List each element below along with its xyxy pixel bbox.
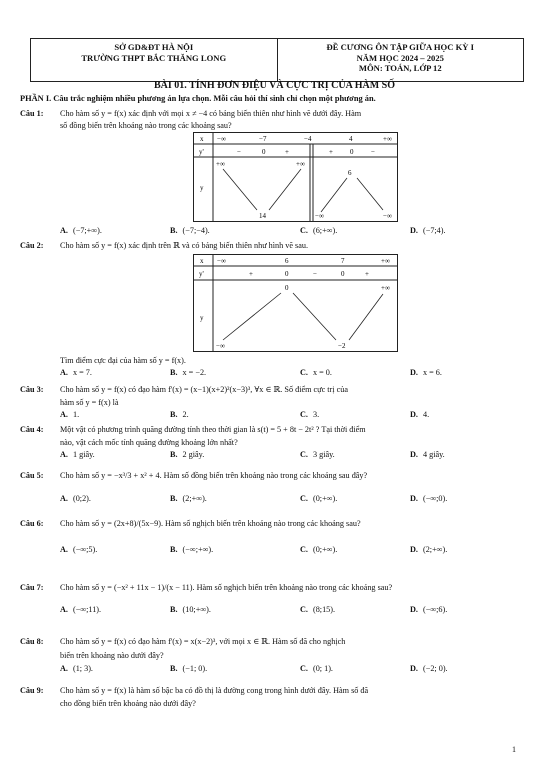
- option-d[interactable]: D. 4 giây.: [410, 450, 445, 459]
- table-zero: 0: [341, 270, 345, 278]
- table-sign: −: [237, 148, 241, 156]
- table-yprime-label: y': [199, 148, 204, 156]
- option-d[interactable]: D. (−7;4).: [410, 226, 446, 235]
- question-text: Một vật có phương trình quãng đường tính theo thời gian là s(t) = 5 + 8t − 2t² ? Tại thời điểm: [60, 425, 366, 434]
- question-label: Câu 9:: [20, 686, 44, 695]
- table-y-value: +∞: [296, 160, 305, 168]
- table-zero: 0: [285, 270, 289, 278]
- table-yprime-label: y': [199, 270, 204, 278]
- part-heading: PHẦN I. Câu trắc nghiệm nhiều phương án lựa chọn. Mỗi câu hỏi thí sinh chỉ chọn một phương án.: [20, 94, 376, 103]
- lesson-title: BÀI 01. TÍNH ĐƠN ĐIỆU VÀ CỰC TRỊ CỦA HÀM SỐ: [153, 80, 396, 91]
- table-sign: +: [329, 148, 333, 156]
- question-1-options: [60, 226, 530, 237]
- table-x-value: −∞: [217, 257, 226, 265]
- question-text: Cho hàm số y = f(x) có đạo hàm f'(x) = x(x−2)³, với mọi x ∈ ℝ. Hàm số đã cho nghịch: [60, 637, 346, 646]
- question-text: Cho hàm số y = (−x² + 11x − 1)/(x − 11). Hàm số nghịch biến trên khoảng nào trong các khoảng sau?: [60, 583, 393, 592]
- option-c[interactable]: C. 3.: [300, 410, 320, 419]
- question-label: Câu 4:: [20, 425, 44, 434]
- option-c[interactable]: C. 3 giây.: [300, 450, 335, 459]
- question-4-options: [60, 450, 530, 461]
- variation-table-2: [193, 254, 398, 352]
- option-b[interactable]: B. (2;+∞).: [170, 494, 207, 503]
- table-y-value: −∞: [216, 342, 225, 350]
- question-text: Cho hàm số y = (2x+8)/(5x−9). Hàm số nghịch biến trên khoảng nào trong các khoảng sau?: [60, 519, 361, 528]
- table-x-value: +∞: [383, 135, 392, 143]
- table-sign: −: [371, 148, 375, 156]
- question-8-options: [60, 664, 530, 675]
- question-text: Cho hàm số y = f(x) xác định trên ℝ và có bảng biến thiên như hình vẽ sau.: [60, 241, 309, 250]
- option-a[interactable]: A. (0;2).: [60, 494, 91, 503]
- option-c[interactable]: C. (0;+∞).: [300, 545, 338, 554]
- table-sign: +: [285, 148, 289, 156]
- option-b[interactable]: B. (−7;−4).: [170, 226, 210, 235]
- school-year: NĂM HỌC 2024 – 2025: [356, 52, 444, 63]
- table-x-label: x: [200, 135, 204, 143]
- table-x-value: +∞: [381, 257, 390, 265]
- option-d[interactable]: D. (−∞;6).: [410, 605, 448, 614]
- question-label: Câu 3:: [20, 385, 44, 394]
- page-number: 1: [512, 745, 516, 754]
- question-7-options: [60, 605, 530, 616]
- document-header: [30, 38, 524, 82]
- option-d[interactable]: D. 4.: [410, 410, 430, 419]
- option-a[interactable]: A. (−7;+∞).: [60, 226, 102, 235]
- option-c[interactable]: C. x = 0.: [300, 368, 332, 377]
- question-7: [20, 582, 530, 593]
- question-text: Cho hàm số y = f(x) có đạo hàm f'(x) = (x−1)(x+2)²(x−3)³, ∀x ∈ ℝ. Số điểm cực trị của: [60, 385, 348, 394]
- table-y-value: +∞: [381, 284, 390, 292]
- table-sign: −: [313, 270, 317, 278]
- option-a[interactable]: A. 1 giây.: [60, 450, 95, 459]
- table-sign: +: [249, 270, 253, 278]
- option-b[interactable]: B. (10;+∞).: [170, 605, 211, 614]
- table-y-value: −∞: [315, 212, 324, 220]
- option-c[interactable]: C. (6;+∞).: [300, 226, 338, 235]
- question-2-options: [60, 368, 530, 379]
- option-a[interactable]: A. 1.: [60, 410, 80, 419]
- table-sign: +: [365, 270, 369, 278]
- question-text: Cho hàm số y = f(x) là hàm số bậc ba có đồ thị là đường cong trong hình dưới đây. Hàm số đã: [60, 686, 369, 695]
- table-y-value: −∞: [383, 212, 392, 220]
- option-c[interactable]: C. (0;+∞).: [300, 494, 338, 503]
- question-3: [20, 384, 530, 395]
- question-text-cont: cho đồng biến trên khoảng nào dưới đây?: [60, 699, 196, 708]
- table-y-label: y: [200, 314, 204, 322]
- school-header: [31, 39, 278, 81]
- option-a[interactable]: A. (−∞;5).: [60, 545, 98, 554]
- option-d[interactable]: D. (−∞;0).: [410, 494, 448, 503]
- option-b[interactable]: B. (−1; 0).: [170, 664, 208, 673]
- question-text: Cho hàm số y = −x³/3 + x² + 4. Hàm số đồng biến trên khoảng nào trong các khoảng sau đây?: [60, 471, 368, 480]
- question-5-options: [60, 494, 530, 505]
- option-a[interactable]: A. x = 7.: [60, 368, 92, 377]
- table-x-value: −4: [304, 135, 312, 143]
- question-label: Câu 2:: [20, 241, 44, 250]
- option-c[interactable]: C. (0; 1).: [300, 664, 333, 673]
- option-b[interactable]: B. 2.: [170, 410, 189, 419]
- table-x-label: x: [200, 257, 204, 265]
- option-a[interactable]: A. (−∞;11).: [60, 605, 102, 614]
- variation-table-1: [193, 132, 398, 222]
- option-b[interactable]: B. (−∞;+∞).: [170, 545, 214, 554]
- question-text: Cho hàm số y = f(x) xác định với mọi x ≠ −4 có bảng biến thiên như hình vẽ dưới đây. Hàm: [60, 109, 362, 118]
- question-label: Câu 7:: [20, 583, 44, 592]
- question-text-cont: số đồng biến trên khoảng nào trong các khoảng sau?: [60, 121, 232, 130]
- option-c[interactable]: C. (8;15).: [300, 605, 336, 614]
- question-text-cont: nào, vật cách mốc tính quãng đường khoảng lớn nhất?: [60, 438, 238, 447]
- table-x-value: 4: [349, 135, 353, 143]
- question-label: Câu 6:: [20, 519, 44, 528]
- exam-title: ĐỀ CƯƠNG ÔN TẬP GIỮA HỌC KỲ I: [326, 42, 474, 52]
- question-8: [20, 636, 530, 647]
- table-y-value: +∞: [216, 160, 225, 168]
- option-b[interactable]: B. 2 giây.: [170, 450, 205, 459]
- option-d[interactable]: D. (−2; 0).: [410, 664, 448, 673]
- table-zero: 0: [262, 148, 266, 156]
- table-x-value: −7: [259, 135, 267, 143]
- question-3-options: [60, 410, 530, 421]
- option-b[interactable]: B. x = −2.: [170, 368, 207, 377]
- table-y-value: 14: [259, 212, 266, 220]
- question-text-cont: Tìm điểm cực đại của hàm số y = f(x).: [60, 356, 186, 365]
- table-y-value: −2: [338, 342, 346, 350]
- question-1: [20, 108, 530, 119]
- subject: MÔN: TOÁN, LỚP 12: [358, 63, 442, 73]
- department-name: SỞ GD&ĐT HÀ NỘI: [114, 42, 194, 52]
- question-9: [20, 685, 530, 696]
- question-text-cont: hàm số y = f(x) là: [60, 398, 119, 407]
- question-6-options: [60, 545, 530, 556]
- school-name: TRƯỜNG THPT BẮC THĂNG LONG: [81, 52, 227, 63]
- table-x-value: 6: [285, 257, 289, 265]
- option-d[interactable]: D. x = 6.: [410, 368, 442, 377]
- question-label: Câu 5:: [20, 471, 44, 480]
- option-a[interactable]: A. (1; 3).: [60, 664, 93, 673]
- question-6: [20, 518, 530, 529]
- exam-header: [278, 39, 524, 81]
- table-x-value: −∞: [217, 135, 226, 143]
- table-y-value: 0: [285, 284, 289, 292]
- table-y-value: 6: [348, 169, 352, 177]
- table-zero: 0: [350, 148, 354, 156]
- table-y-label: y: [200, 184, 204, 192]
- option-d[interactable]: D. (2;+∞).: [410, 545, 448, 554]
- question-4: [20, 424, 530, 435]
- table-x-value: 7: [341, 257, 345, 265]
- question-5: [20, 470, 530, 481]
- question-text-cont: biến trên khoảng nào dưới đây?: [60, 651, 164, 660]
- question-label: Câu 8:: [20, 637, 44, 646]
- question-2: [20, 240, 530, 251]
- question-label: Câu 1:: [20, 109, 44, 118]
